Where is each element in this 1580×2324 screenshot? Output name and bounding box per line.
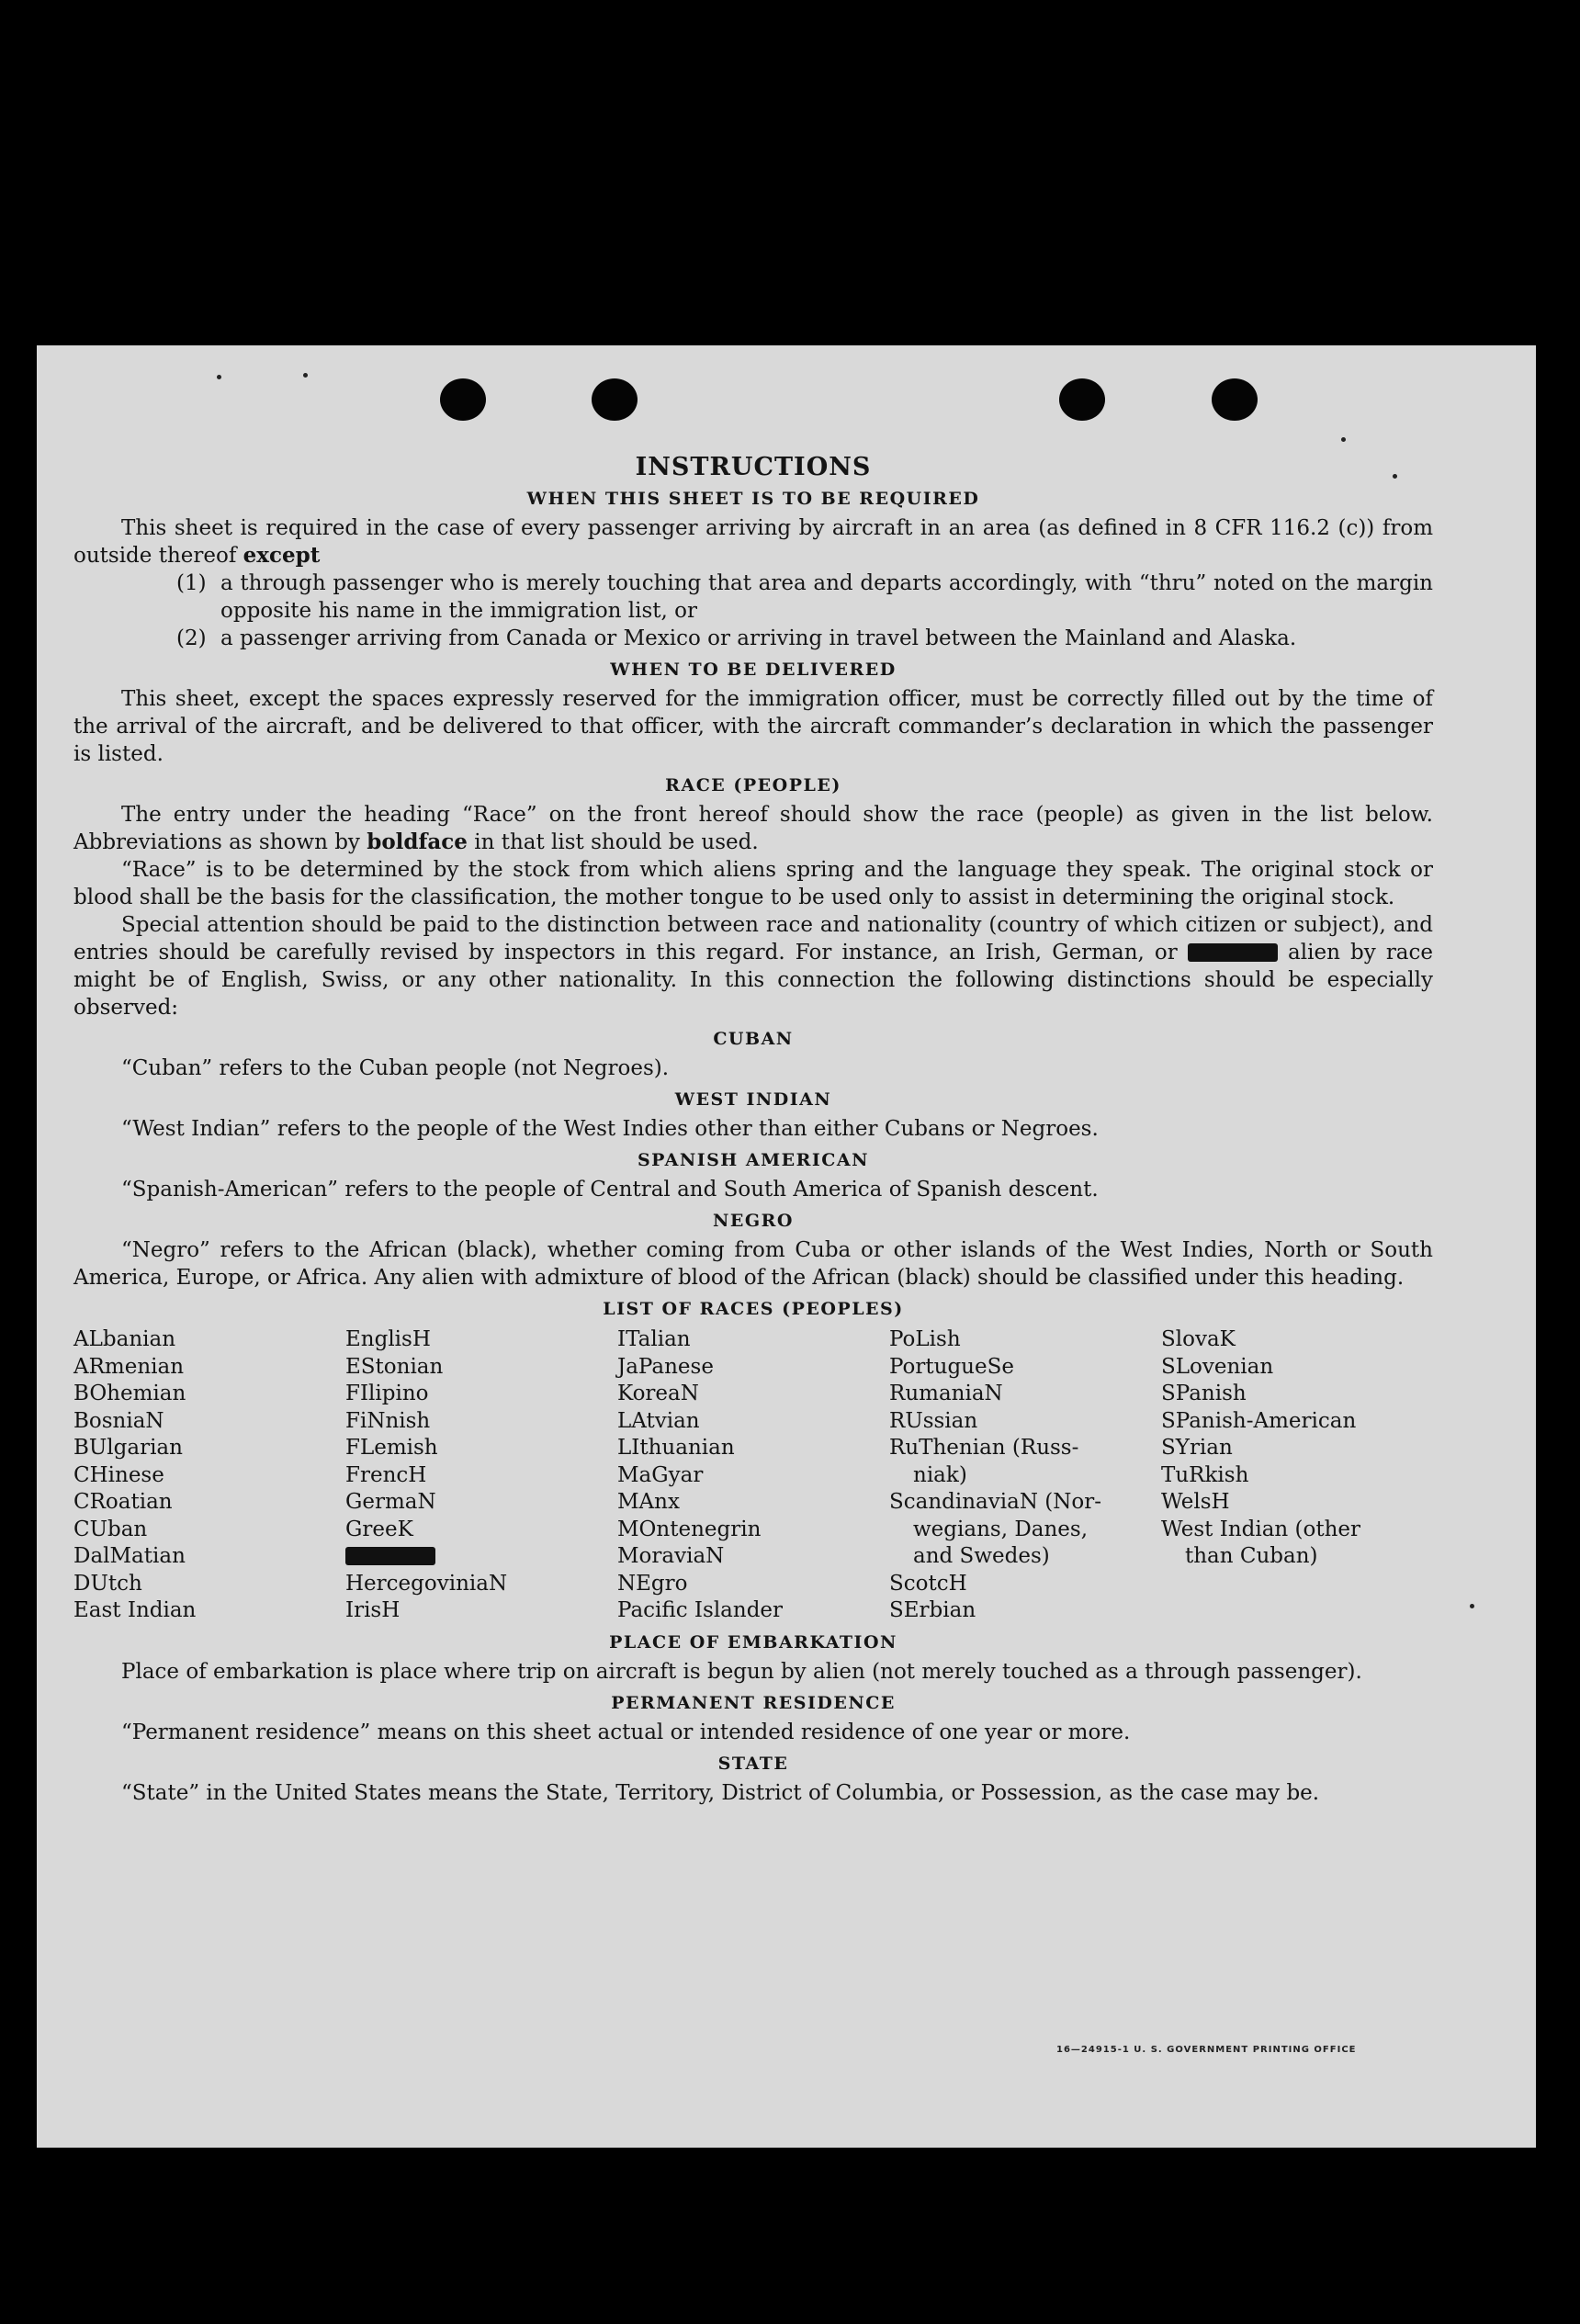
race-entry: SLovenian <box>1161 1354 1274 1379</box>
race-entry: niak) <box>913 1462 967 1487</box>
race-entry: PortugueSe <box>889 1354 1014 1379</box>
race-entry: BOhemian <box>73 1382 186 1405</box>
race-entry: SlovaK <box>1161 1327 1236 1351</box>
race-entry: than Cuban) <box>1185 1544 1318 1568</box>
race-column <box>617 1326 889 1625</box>
punch-hole <box>592 378 638 421</box>
race-column <box>889 1326 1161 1625</box>
delivered-text: This sheet, except the spaces expressly reserved for the immigration officer, must be correctly filled out by the time of the arrival of the aircraft, and be delivered to that officer, with the aircraft commander’s declaration in which the passenger is listed. <box>73 687 1433 766</box>
race-entry: ScandinaviaN (Nor- <box>889 1490 1101 1514</box>
race-entry: BosniaN <box>73 1408 164 1433</box>
race-entry: East Indian <box>73 1598 197 1622</box>
race-entry: EnglisH <box>345 1327 431 1351</box>
residence-text: “Permanent residence” means on this sheet actual or intended residence of one year or more. <box>121 1720 1131 1744</box>
heading-delivered: WHEN TO BE DELIVERED <box>610 660 897 680</box>
race-entry: TuRkish <box>1161 1462 1249 1487</box>
document-sheet <box>37 345 1536 2148</box>
race-entry: GermaN <box>345 1490 436 1514</box>
race-entry: WelsH <box>1161 1490 1230 1514</box>
spanish-american-text: “Spanish-American” refers to the people of Central and South America of Spanish descent. <box>121 1178 1099 1201</box>
race-entry: IrisH <box>345 1598 401 1622</box>
race-entry: SErbian <box>889 1598 976 1622</box>
instructions-content <box>73 454 1433 1807</box>
race-entry: CHinese <box>73 1462 164 1487</box>
punch-hole <box>1212 378 1258 421</box>
redacted-race-entry <box>345 1543 617 1571</box>
redaction-mark <box>1188 943 1278 962</box>
race-entry: MoraviaN <box>617 1544 725 1568</box>
race-list <box>73 1326 1433 1625</box>
race-entry: FrencH <box>345 1462 427 1487</box>
printer-footer: 16—24915-1 U. S. GOVERNMENT PRINTING OFFICE <box>1056 2045 1357 2055</box>
race-entry: RUssian <box>889 1408 978 1433</box>
race-entry: SYrian <box>1161 1436 1233 1460</box>
required-item: (2) a passenger arriving from Canada or Mexico or arriving in travel between the Mainland and Alaska. <box>176 626 1297 650</box>
race-entry: MAnx <box>617 1490 680 1514</box>
race-paragraph-1: The entry under the heading “Race” on the front hereof should show the race (people) as given in the list below. Abbreviations as shown by boldface in that list should be used. <box>73 803 1433 854</box>
race-entry: ARmenian <box>73 1354 185 1379</box>
race-entry: wegians, Danes, <box>913 1517 1089 1541</box>
race-entry: RumaniaN <box>889 1382 1003 1405</box>
speck <box>217 375 221 379</box>
race-entry: SPanish <box>1161 1382 1247 1405</box>
race-entry: DalMatian <box>73 1544 186 1568</box>
punch-hole <box>440 378 486 421</box>
west-indian-text: “West Indian” refers to the people of the West Indies other than either Cubans or Negroes. <box>121 1117 1099 1141</box>
race-paragraph-2: “Race” is to be determined by the stock from which aliens spring and the language they speak. The original stock or blood shall be the basis for the classification, the mother tongue to be used only to assist in determining the original stock. <box>73 858 1433 909</box>
race-entry: JaPanese <box>617 1354 714 1379</box>
race-entry: and Swedes) <box>913 1544 1050 1568</box>
required-intro: This sheet is required in the case of every passenger arriving by aircraft in an area (as defined in 8 CFR 116.2 (c)) from outside thereof except <box>73 516 1433 568</box>
race-entry: HercegoviniaN <box>345 1571 508 1596</box>
race-entry: FLemish <box>345 1436 438 1460</box>
heading-permanent-residence: PERMANENT RESIDENCE <box>611 1692 896 1713</box>
state-text: “State” in the United States means the State, Territory, District of Columbia, or Possession, as the case may be. <box>121 1780 1320 1805</box>
speck <box>1470 1604 1474 1608</box>
race-entry: ITalian <box>617 1327 691 1351</box>
race-entry: LIthuanian <box>617 1436 735 1460</box>
speck <box>303 373 308 378</box>
race-entry: LAtvian <box>617 1408 700 1433</box>
race-entry: MaGyar <box>617 1462 704 1487</box>
race-entry: FiNnish <box>345 1408 431 1433</box>
heading-race: RACE (PEOPLE) <box>665 775 841 795</box>
race-entry: FIlipino <box>345 1382 429 1405</box>
race-entry: NEgro <box>617 1571 688 1596</box>
heading-spanish-american: SPANISH AMERICAN <box>637 1150 870 1170</box>
heading-embarkation: PLACE OF EMBARKATION <box>609 1631 897 1653</box>
race-entry: SPanish-American <box>1161 1408 1357 1433</box>
race-entry: CUban <box>73 1517 148 1541</box>
race-entry: RuThenian (Russ- <box>889 1436 1079 1460</box>
race-column <box>1161 1326 1433 1625</box>
race-entry: MOntenegrin <box>617 1517 762 1541</box>
race-entry: ALbanian <box>73 1327 176 1351</box>
embarkation-text: Place of embarkation is place where trip on aircraft is begun by alien (not merely touched as a through passenger). <box>121 1659 1362 1684</box>
redaction-mark <box>345 1547 435 1565</box>
speck <box>1341 437 1346 442</box>
race-entry: PoLish <box>889 1327 961 1351</box>
page-title: INSTRUCTIONS <box>635 453 872 481</box>
race-entry: DUtch <box>73 1571 142 1596</box>
race-entry: ScotcH <box>889 1571 967 1596</box>
heading-west-indian: WEST INDIAN <box>674 1089 832 1110</box>
punch-hole <box>1059 378 1105 421</box>
race-column <box>73 1326 345 1625</box>
race-entry: CRoatian <box>73 1490 173 1514</box>
required-item: (1) a through passenger who is merely touching that area and departs accordingly, with “thru” noted on the margin opposite his name in the immigration list, or <box>176 571 1433 623</box>
cuban-text: “Cuban” refers to the Cuban people (not Negroes). <box>121 1056 670 1080</box>
race-entry: GreeK <box>345 1517 413 1541</box>
heading-cuban: CUBAN <box>713 1029 794 1049</box>
negro-text: “Negro” refers to the African (black), whether coming from Cuba or other islands of the West Indies, North or South America, Europe, or Africa. Any alien with admixture of blood of the African (black) should be classified under this heading. <box>73 1238 1433 1290</box>
race-entry: West Indian (other <box>1161 1517 1361 1541</box>
heading-state: STATE <box>717 1753 789 1774</box>
race-column <box>345 1326 617 1625</box>
heading-negro: NEGRO <box>713 1211 794 1231</box>
race-entry: BUlgarian <box>73 1436 183 1460</box>
race-entry: KoreaN <box>617 1382 699 1405</box>
race-entry: EStonian <box>345 1354 444 1379</box>
heading-required: WHEN THIS SHEET IS TO BE REQUIRED <box>526 489 980 509</box>
heading-list-of-races: LIST OF RACES (PEOPLES) <box>603 1299 904 1319</box>
race-paragraph-3: Special attention should be paid to the distinction between race and nationality (country of which citizen or subject), and entries should be carefully revised by inspectors in this regard. For instance, an Irish, German, or alien by race might be of English, Swiss, or any other nationality. In this connection the following distinctions should be especially observed: <box>73 913 1434 1020</box>
race-entry: Pacific Islander <box>617 1598 784 1622</box>
